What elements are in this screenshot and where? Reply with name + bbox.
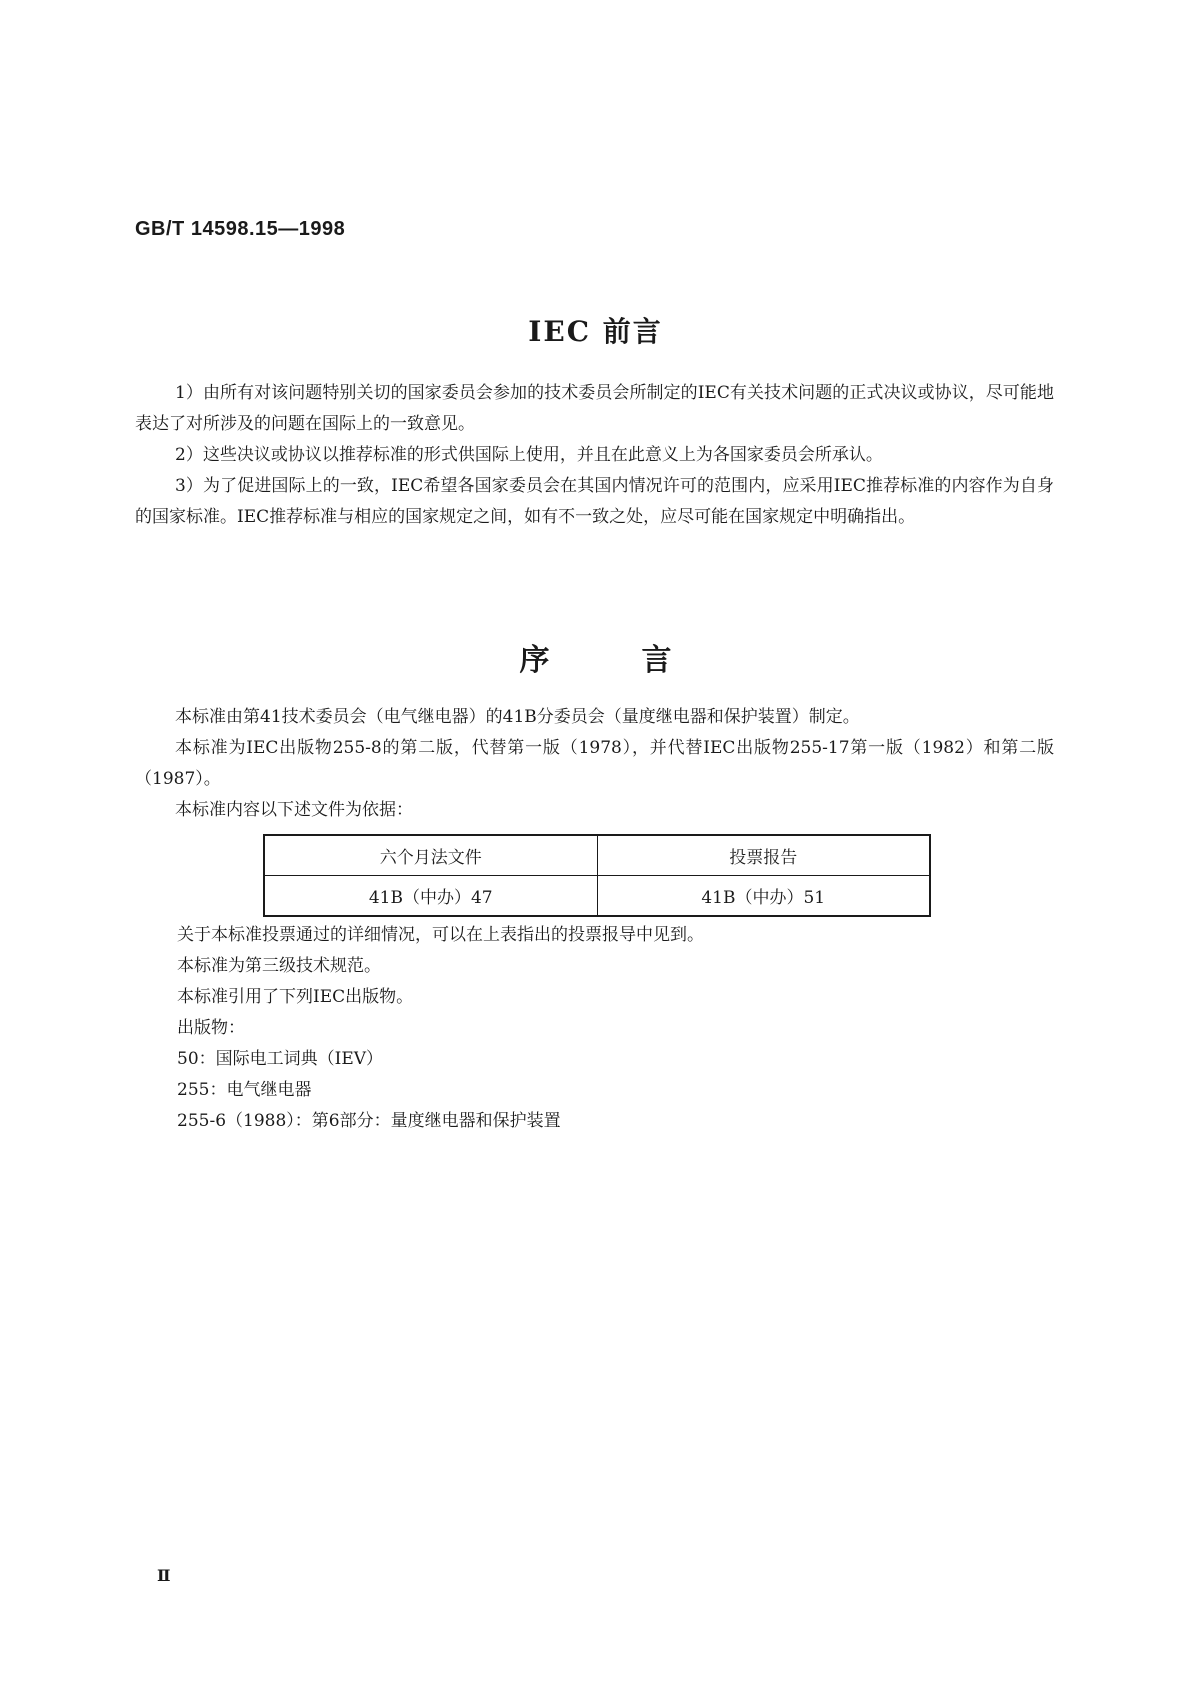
- table-cell: 41B（中办）51: [597, 876, 930, 917]
- preface-paragraph-1: 本标准由第41技术委员会（电气继电器）的41B分委员会（量度继电器和保护装置）制定。: [175, 707, 860, 727]
- iec-foreword-paragraph-2: 2）这些决议或协议以推荐标准的形式供国际上使用，并且在此意义上为各国家委员会所承认。: [175, 445, 883, 465]
- standard-number: GB/T 14598.15—1998: [135, 218, 346, 240]
- iec-foreword-paragraph-3: 3）为了促进国际上的一致，IEC希望各国家委员会在其国内情况许可的范围内，应采用IEC推荐标准的内容作为自身的国家标准。IEC推荐标准与相应的国家规定之间，如有不一致之处，应尽可能在国家规定中明确指出。: [135, 476, 1054, 527]
- iec-foreword-paragraph-1: 1）由所有对该问题特别关切的国家委员会参加的技术委员会所制定的IEC有关技术问题的正式决议或协议，尽可能地表达了对所涉及的问题在国际上的一致意见。: [135, 383, 1054, 434]
- preface-paragraph-2: 本标准为IEC出版物255-8的第二版，代替第一版（1978），并代替IEC出版物255-17第一版（1982）和第二版（1987）。: [135, 738, 1054, 789]
- publication-item: 50：国际电工词典（IEV）: [177, 1049, 384, 1069]
- preface-after-table: [135, 920, 1054, 1137]
- table-header-cell: 六个月法文件: [264, 835, 597, 876]
- publication-item: 255-6（1988）：第6部分：量度继电器和保护装置: [177, 1111, 561, 1131]
- page-number: Ⅱ: [157, 1566, 171, 1585]
- preface-paragraph-3: 本标准内容以下述文件为依据：: [175, 800, 413, 820]
- voting-details-line: 关于本标准投票通过的详细情况，可以在上表指出的投票报导中见到。: [177, 925, 704, 945]
- table-row: [264, 876, 930, 917]
- publication-item: 255：电气继电器: [177, 1080, 312, 1100]
- preface-body: [135, 702, 1054, 826]
- publications-label: 出版物：: [177, 1018, 245, 1038]
- table-cell: 41B（中办）47: [264, 876, 597, 917]
- iec-foreword-body: [135, 378, 1054, 533]
- table-header-cell: 投票报告: [597, 835, 930, 876]
- basis-documents-table: [263, 834, 931, 917]
- references-intro-line: 本标准引用了下列IEC出版物。: [177, 987, 414, 1007]
- iec-foreword-title: IEC 前言: [528, 315, 663, 348]
- table-header-row: [264, 835, 930, 876]
- preface-title: 序言: [519, 643, 764, 678]
- spec-level-line: 本标准为第三级技术规范。: [177, 956, 381, 976]
